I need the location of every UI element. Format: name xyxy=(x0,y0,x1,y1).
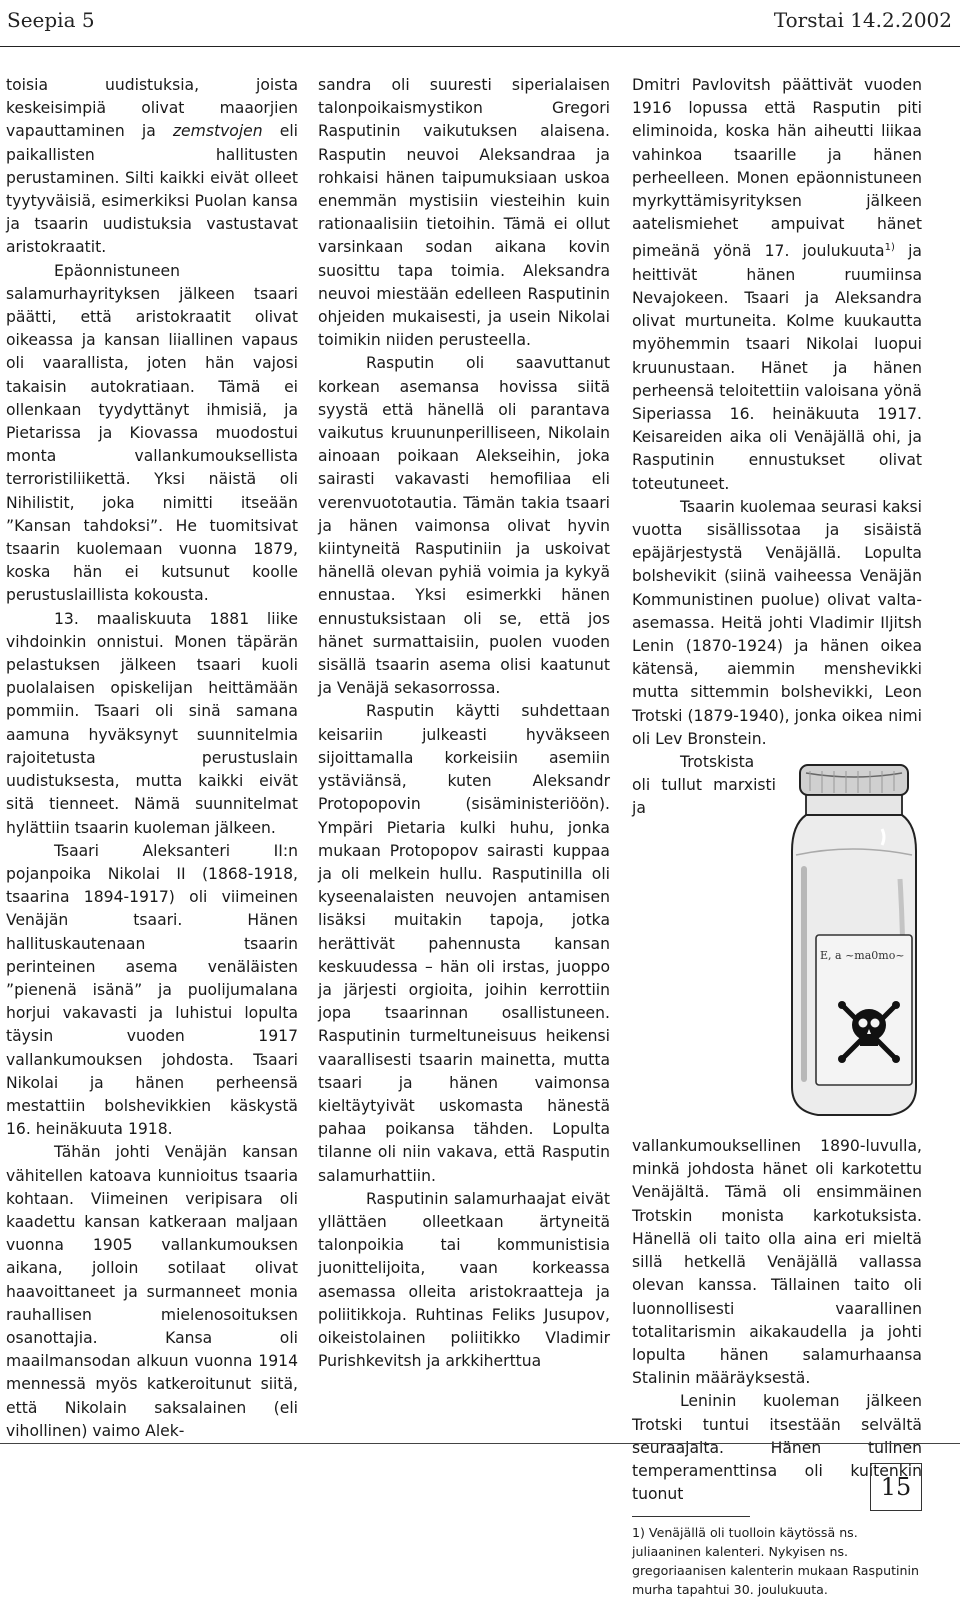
text-column-1 xyxy=(6,74,298,1443)
page-header xyxy=(0,0,960,52)
text-column-3 xyxy=(632,74,922,1599)
paragraph: toisia uudistuksia, joista keskeisimpiä olivat maaorjien vapauttaminen ja zemstvojen eli paikallisten hallitusten perustaminen. Silti kaikki eivät olleet tyytyväisiä, esimerkiksi Puolan kansa ja tsaarin uudistuksia vastustavat aristokraatit. xyxy=(6,76,299,257)
publication-name: Seepia 5 xyxy=(7,8,95,32)
paragraph: Leninin kuoleman jälkeen Trotski tuntui itsestään selvältä seuraajalta. Hänen tulinen temperamenttinsa oli kuitenkin tuonut xyxy=(632,1392,922,1504)
poison-jar-illustration xyxy=(782,759,926,1129)
paragraph: Rasputin oli saavuttanut korkean asemansa hovissa siitä syystä että hänellä oli parantava vaikutus kruununperilliseen, Nikolain ainoaan poikaan Alekseihin, joka sairasti vakavasti hemofiliaa eli verenvuototautia. Tämän takia tsaari ja hänen vaimonsa olivat hyvin kiintyneitä Rasputiniin ja uskoivat hänellä olevan pyhiä voimia ja kykyä ennustaa. Yksi esimerkki hänen ennustuksistaan oli se, että jos hänet surmattaisiin, puolen vuoden sisällä tsaarin asema olisi kaatunut ja Venäjä sekasorrossa. xyxy=(318,354,610,698)
paragraph: Rasputin käytti suhdettaan keisariin julkeasti hyväkseen sijoittamalla korkeisiin asemiin ystäviänsä, kuten Aleksandr Protopopovin (sisäministeriöön). Ympäri Pietaria kulki huhu, jonka mukaan Protopopov sairasti kuppaa ja oli melkein hullu. Rasputinilla oli kyseenalaisten neuvojen antamisen lisäksi muitakin tapoja, jotka herättivät pahennusta kansan keskuudessa – hän oli irstas, juoppo ja järjesti orgioita, joihin kerrottiin jopa tsaarinnan osallistuneen. Rasputinin turmeltuneisuus heikensi vaarallisesti tsaarin mainetta, mutta tsaari ja hänen vaimonsa kieltäytyivät uskomasta hänestä pahaa poikansa tähden. Lopulta tilanne oli niin vakava, että Rasputin salamurhattiin. xyxy=(318,702,610,1185)
paragraph: Trotskista oli tullut marxisti ja vallankumouksellinen 1890-luvulla, minkä johdosta hänet oli karkotettu Venäjältä. Tämä oli ensimmäinen Trotskin monista karkotuksista. Hänellä oli taito olla aina eri mieltä sillä hetkellä Venäjällä vallassa olevan kanssa. Tällainen taito oli luonnollisesti vaarallinen totalitarismin aikakaudella ja johti lopulta hänen salamurhaansa Stalinin määräyksestä. xyxy=(632,753,922,1388)
paragraph: Epäonnistuneen salamurhayrityksen jälkeen tsaari päätti, että aristokraatit olivat oikeassa ja kansan liiallinen vapaus oli vaarallista, joten hän vajosi takaisin autokratiaan. Tämä ei ollenkaan tyydyttänyt ihmisiä, ja Pietarissa ja Kiovassa muodostui monta vallankumouksellista terroristiliikettä. Yksi näistä oli Nihilistit, joka nimitti itseään ”Kansan tahdoksi”. He tuomitsivat tsaarin kuolemaan vuonna 1879, koska hän ei kutsunut koolle perustuslaillista kokousta. xyxy=(6,261,298,605)
emphasis: zemstvojen xyxy=(172,122,263,141)
paragraph: Tsaari Aleksanteri II:n pojanpoika Nikolai II (1868-1918, tsaarina 1894-1917) oli viimeinen Venäjän tsaari. Hänen hallituskautenaan tsaarin perinteinen asema venäläisten ”pienenä isänä” ja puolijumalana horjui vakavasti ja luhistui lopulta täysin vuoden 1917 vallankumouksen johdosta. Tsaari Nikolai ja hänen perheensä mestattiin bolshevikkien käskystä 16. heinäkuuta 1918. xyxy=(6,841,298,1139)
jar-label-text: E, a ~ma0mo~ xyxy=(820,949,905,963)
page-number: 15 xyxy=(870,1463,922,1511)
footnote: 1) Venäjällä oli tuolloin käytössä ns. juliaaninen kalenteri. Nykyisen ns. gregoriaanisen kalenterin mukaan Rasputinin murha tapahtui 30. joulukuuta. xyxy=(632,1525,919,1598)
paragraph: Tsaarin kuolemaa seurasi kaksi vuotta sisällissotaa ja sisäistä epäjärjestystä Venäjällä. Lopulta bolshevikit (siinä vaiheessa Venäjän Kommunistinen puolue) olivat valta-asemassa. Heitä johti Vladimir Iljitsh Lenin (1870-1924) ja hänen oikea kätensä, aiemmin menshevikki mutta sittemmin bolshevikki, Leon Trotski (1879-1940), jonka oikea nimi oli Lev Bronstein. xyxy=(632,497,922,748)
text-column-2 xyxy=(318,74,610,1373)
paragraph: Tähän johti Venäjän kansan vähitellen katoava kunnioitus tsaaria kohtaan. Viimeinen veripisara oli kaadettu kansan katkeraan maljaan vuonna 1905 vallankumouksen aikana, jolloin sotilaat olivat haavoittaneet ja surmanneet monia rauhallisen mielenosoituksen osanottajia. Kansa oli maailmansodan alkuun vuonna 1914 mennessä myös katkeroitunut siitä, että Nikolain saksalainen (eli vihollinen) vaimo Alek- xyxy=(6,1143,298,1440)
publication-date: Torstai 14.2.2002 xyxy=(773,8,952,32)
paragraph: Dmitri Pavlovitsh päättivät vuoden 1916 lopussa että Rasputin piti eliminoida, koska hän aiheutti liikaa vahinkoa tsaarille ja hänen perheelleen. Monen epäonnistuneen myrkyttämisyrityksen jälkeen aatelismiehet ampuivat hänet pimeänä yönä 17. joulukuuta$^{1)}$ ja heittivät hänen ruumiinsa Nevajokeen. Tsaari ja Aleksandra olivat murtuneita. Kolme kuukautta myöhemmin tsaari Nikolai luopui kruunustaan. Hänet ja hänen perheensä teloitettiin valoisana yönä Siperiassa 16. heinäkuuta 1917. Keisareiden aika oli Venäjällä ohi, ja Rasputinin ennustukset olivat toteutuneet. xyxy=(632,76,922,493)
header-rule xyxy=(0,46,960,47)
paragraph: sandra oli suuresti siperialaisen talonpoikaismystikon Gregori Rasputinin vaikutuksen alaisena. Rasputin neuvoi Aleksandraa ja rohkaisi hänen taipumuksiaan uskoa enemmän mystisiin viesteihin kuin rationaalisiin tietoihin. Tämä ei ollut varsinkaan sodan aikana kovin suosittu tapa toimia. Aleksandra neuvoi miestään edelleen Rasputinin ohjeiden mukaisesti, ja usein Nikolai toimikin niiden perusteella. xyxy=(318,76,610,350)
footnote-marker: 1) xyxy=(884,242,895,254)
paragraph: Rasputinin salamurhaajat eivät yllättäen olleetkaan ärtyneitä talonpoikia tai kommunistisia juonittelijoita, vaan korkeassa asemassa olleita aristokraatteja ja poliitikkoja. Ruhtinas Feliks Jusupov, oikeistolainen poliitikko Vladimir Purishkevitsh ja arkkiherttua xyxy=(318,1189,610,1371)
paragraph: 13. maaliskuuta 1881 liike vihdoinkin onnistui. Monen täpärän pelastuksen jälkeen tsaari kuoli puolalaisen opiskelijan heittämään pommiin. Tsaari oli sinä samana aamuna hyväksynyt suunnitelmia rajoitetusta perustuslain uudistuksesta, mutta kaikki eivät sitä tienneet. Nämä suunnitelmat hylättiin tsaarin kuoleman jälkeen. xyxy=(6,609,298,837)
footnote-rule xyxy=(632,1516,750,1517)
footer-rule xyxy=(0,1443,960,1444)
